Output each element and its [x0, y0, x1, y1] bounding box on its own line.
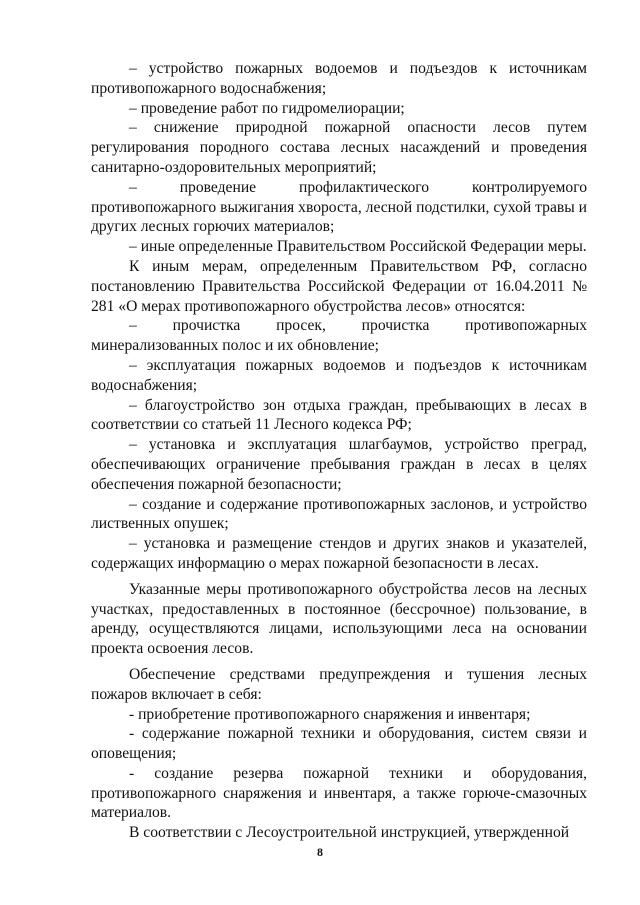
- bullet-reservoir-operation: – эксплуатация пожарных водоемов и подъездов к источникам водоснабжения;: [91, 356, 587, 394]
- page-number: 8: [317, 845, 323, 859]
- bullet-hydromelioration: – проведение работ по гидромелиорации;: [129, 99, 405, 117]
- bullet-equipment-maintenance: - содержание пожарной техники и оборудования, систем связи и оповещения;: [91, 725, 587, 763]
- bullet-reserve-creation: - создание резерва пожарной техники и оборудования, противопожарного снаряжения и инвентаря, а также горюче-смазочных материалов.: [91, 764, 587, 822]
- bullet-controlled-burning: – проведение профилактического контролируемого противопожарного выжигания хвороста, лесной подстилки, сухой травы и других лесных горючих материалов;: [91, 178, 587, 236]
- paragraph-measures-responsibility: Указанные меры противопожарного обустройства лесов на лесных участках, предоставленных в постоянное (бессрочное) пользование, в аренду, осуществляются лицами, использующими леса на основании проекта освоения лесов.: [91, 580, 587, 658]
- bullet-equipment-purchase: - приобретение противопожарного снаряжения и инвентаря;: [129, 705, 531, 723]
- bullet-clearing-firebreaks: – прочистка просек, прочистка противопожарных минерализованных полос и их обновление;: [91, 317, 587, 355]
- paragraph-other-measures-intro: К иным мерам, определенным Правительством РФ, согласно постановлению Правительства Российской Федерации от 16.04.2011 № 281 «О мерах противопожарного обустройства лесов» относятся:: [91, 257, 587, 315]
- bullet-fire-barriers: – создание и содержание противопожарных заслонов, и устройство лиственных опушек;: [91, 495, 587, 533]
- bullet-fire-hazard-reduction: – снижение природной пожарной опасности лесов путем регулирования породного состава лесных насаждений и проведения санитарно-оздоровительных мероприятий;: [91, 119, 587, 176]
- bullet-water-reservoirs: – устройство пожарных водоемов и подъездов к источникам противопожарного водоснабжения;: [91, 60, 587, 97]
- paragraph-forest-instruction: В соответствии с Лесоустроительной инструкцией, утвержденной: [129, 824, 570, 842]
- bullet-stands-signs: – установка и размещение стендов и других знаков и указателей, содержащих информацию о мерах пожарной безопасности в лесах.: [91, 535, 587, 572]
- bullet-barriers: – установка и эксплуатация шлагбаумов, устройство преград, обеспечивающих ограничение пребывания граждан в лесах в целях обеспечения пожарной безопасности;: [91, 436, 587, 493]
- bullet-recreation-zones: – благоустройство зон отдыха граждан, пребывающих в лесах в соответствии со статьей 11 Лесного кодекса РФ;: [91, 396, 587, 434]
- bullet-other-measures: – иные определенные Правительством Российской Федерации меры.: [129, 238, 587, 256]
- paragraph-equipment-provision: Обеспечение средствами предупреждения и тушения лесных пожаров включает в себя:: [91, 665, 587, 703]
- body-text: [91, 59, 587, 843]
